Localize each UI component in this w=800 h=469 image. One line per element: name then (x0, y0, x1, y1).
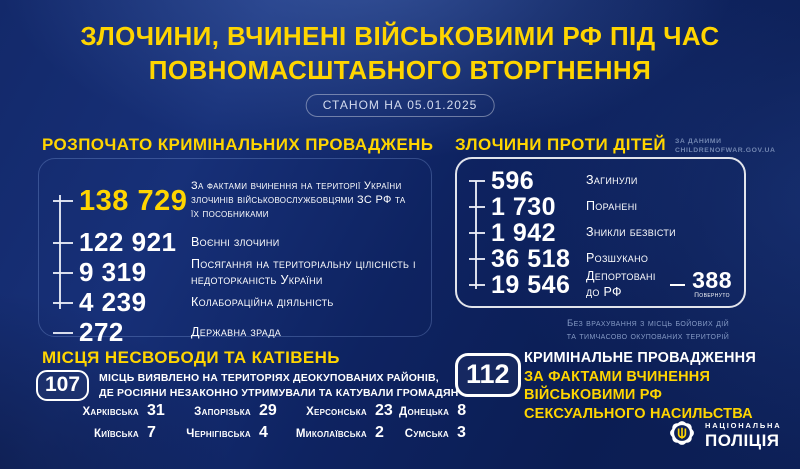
region-name: Чернігівська (186, 428, 251, 440)
regions-grid (38, 402, 467, 444)
police-logo-line2: ПОЛІЦІЯ (705, 430, 780, 450)
stat-label: Загинули (586, 173, 638, 188)
places-description (99, 371, 458, 399)
footnote-line1: Без врахування з місць бойових дій (566, 318, 730, 329)
region-item (171, 402, 283, 422)
bracket-stub (469, 284, 485, 286)
returned-value: 388 (692, 267, 732, 294)
region-name: Миколаївська (295, 428, 367, 440)
bracket-stub (469, 180, 485, 182)
places-description-line1: МІСЦЬ ВИЯВЛЕНО НА ТЕРИТОРІЯХ ДЕОКУПОВАНИХ РАЙОНІВ, (99, 372, 439, 385)
stat-label: Поранені (586, 199, 638, 214)
returned-stat (692, 269, 732, 300)
region-item (38, 424, 171, 444)
stat-label: Розшукано (586, 251, 649, 266)
region-value: 4 (259, 424, 268, 441)
sv-line4: СЕКСУАЛЬНОГО НАСИЛЬСТВА (524, 405, 753, 422)
region-name: Донецька (399, 406, 450, 418)
places-description-line2: ДЕ РОСІЯНИ НЕЗАКОННО УТРИМУВАЛИ ТА КАТУВАЛИ ГРОМАДЯН (99, 386, 459, 399)
region-name: Київська (93, 428, 139, 440)
region-name: Херсонська (306, 406, 367, 418)
police-logo-text (705, 421, 781, 451)
police-badge-icon (667, 418, 697, 453)
region-item (399, 402, 481, 422)
region-item (283, 424, 399, 444)
sv-line2: ЗА ФАКТАМИ ВЧИНЕННЯ (524, 368, 711, 385)
stat-label: Колабораційна діяльність (191, 294, 334, 309)
region-name: Харківська (82, 406, 139, 418)
data-source-note (675, 135, 776, 155)
page-title-line1: ЗЛОЧИНИ, ВЧИНЕНІ ВІЙСЬКОВИМИ РФ ПІД ЧАС (80, 21, 720, 51)
sexual-violence-text (524, 349, 756, 423)
children-crimes-title: ЗЛОЧИНИ ПРОТИ ДІТЕЙ (455, 135, 667, 154)
stat-value: 1 730 (491, 192, 557, 221)
children-crimes-footnote (548, 317, 748, 344)
national-police-logo (667, 418, 781, 453)
stat-label: Воєнні злочини (191, 234, 280, 249)
region-value: 3 (457, 424, 466, 441)
stat-label: Зникли безвісти (586, 225, 676, 240)
region-name: Запорізька (194, 406, 251, 418)
connector-dash (670, 284, 685, 286)
region-value: 8 (457, 402, 467, 419)
places-title: МІСЦЯ НЕСВОБОДИ ТА КАТІВЕНЬ (42, 348, 340, 367)
stat-value: 122 921 (79, 227, 177, 257)
page-title (0, 20, 800, 88)
stat-row (469, 168, 732, 194)
stat-row (53, 289, 417, 316)
section-children-heading (455, 135, 776, 155)
bracket-stub (53, 332, 73, 334)
stat-row (469, 220, 732, 246)
stat-label: Посягання на територіальну цілісність і недоторканість України (191, 256, 416, 287)
section-proceedings-heading (42, 135, 433, 155)
region-value: 7 (147, 424, 156, 441)
section-places-heading (42, 348, 340, 368)
sv-line1: КРИМІНАЛЬНЕ ПРОВАДЖЕННЯ (524, 350, 756, 366)
region-item (38, 402, 171, 422)
stat-label: Депортовані до РФ (586, 269, 656, 299)
police-logo-line1: НАЦІОНАЛЬНА (705, 420, 782, 430)
returned-label: Повернуто (694, 292, 730, 300)
stat-row (53, 229, 417, 256)
region-name: Сумська (404, 428, 449, 440)
footnote-line2: та тимчасово окупованих територій (566, 331, 730, 343)
bracket-stub (469, 258, 485, 260)
stat-label: За фактами вчинення на території України злочинів військовослужбовцями ЗС РФ та їх пособниками (191, 180, 406, 220)
source-line2: CHILDRENOFWAR.GOV.UA (675, 147, 776, 155)
bracket-stub (53, 242, 73, 244)
stat-row (53, 256, 417, 287)
proceedings-title: РОЗПОЧАТО КРИМІНАЛЬНИХ ПРОВАДЖЕНЬ (42, 135, 434, 154)
region-item (171, 424, 283, 444)
stat-value: 9 319 (79, 257, 147, 287)
stat-value: 272 (79, 317, 124, 347)
stat-value: 138 729 (79, 184, 188, 217)
region-value: 29 (259, 402, 277, 419)
stat-row (469, 194, 732, 220)
stat-label: Державна зрада (191, 324, 282, 339)
places-summary (36, 370, 459, 401)
bracket-stub (469, 232, 485, 234)
stat-row (53, 176, 417, 226)
children-crimes-panel (455, 157, 746, 308)
bracket-stub (53, 302, 73, 304)
date-badge: СТАНОМ НА 05.01.2025 (306, 94, 495, 117)
region-value: 31 (147, 402, 165, 419)
stat-value: 596 (491, 166, 535, 195)
stat-row-deported (469, 267, 732, 300)
region-value: 23 (375, 402, 393, 419)
region-item (399, 424, 481, 444)
bracket-stub (469, 206, 485, 208)
proceedings-panel (38, 158, 432, 347)
bracket-stub (53, 200, 73, 202)
source-line1: ЗА ДАНИМИ (675, 138, 722, 145)
sv-line3: ВІЙСЬКОВИМИ РФ (524, 387, 663, 404)
stat-value: 4 239 (79, 287, 147, 317)
page-title-line2: ПОВНОМАСШТАБНОГО ВТОРГНЕННЯ (148, 54, 652, 85)
places-count-badge: 107 (36, 370, 89, 401)
stat-value: 1 942 (491, 218, 557, 247)
region-item (283, 402, 399, 422)
stat-row (53, 319, 417, 346)
stat-value: 19 546 (491, 270, 571, 299)
stat-value: 36 518 (491, 244, 571, 273)
region-value: 2 (375, 424, 384, 441)
bracket-stub (53, 272, 73, 274)
sexual-violence-count-badge: 112 (455, 353, 521, 397)
